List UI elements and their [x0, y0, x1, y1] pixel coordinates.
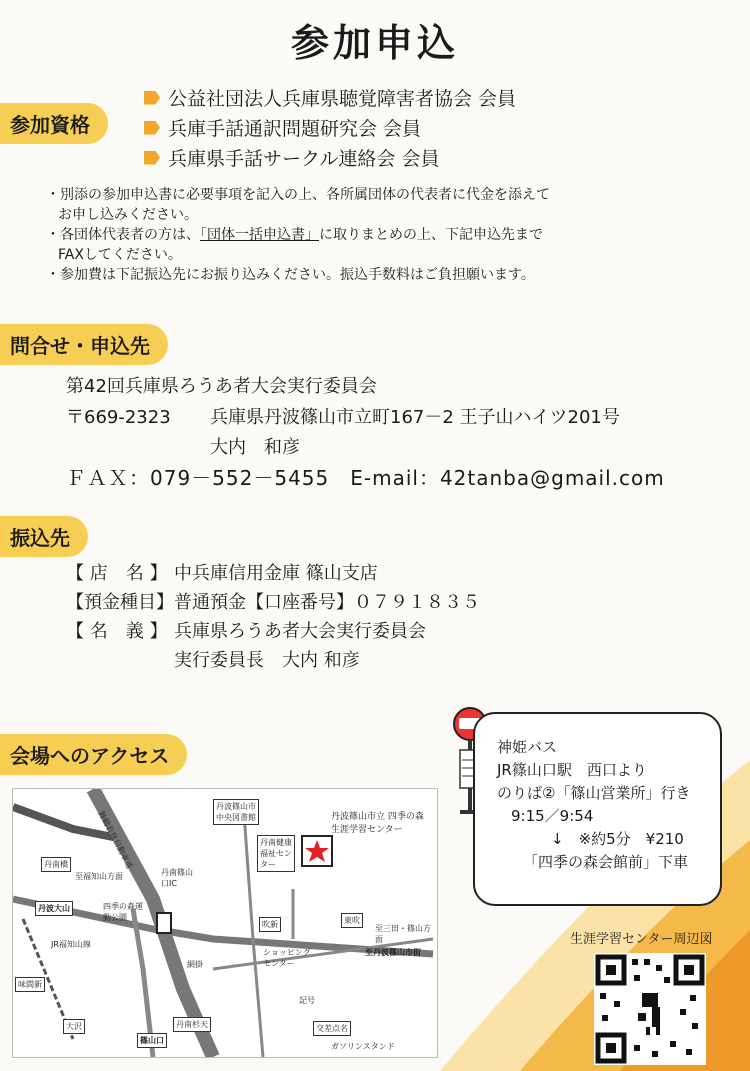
section-tag-bank: 振込先 [0, 516, 88, 557]
bank-label-holder: 【 名 義 】 [66, 621, 168, 642]
notes: ・別添の参加申込書に必要事項を記入の上、各所属団体の代表者に代金を添えて お申し込みください。 ・各団体代表者の方は、「団体一括申込書」に取りまとめの上、下記申込先まで FAXしてください。 ・参加費は下記振込先にお振り込みください。振込手数料はご負担願います。 [46, 187, 550, 283]
venue-marker [301, 835, 333, 867]
bank-account: 普通預金【口座番号】０７９１８３５ [174, 592, 480, 613]
page-title: 参加申込 [290, 21, 459, 65]
contact-fax-email: ＦＡＸ：079－552－5455 E-mail：42tanba@gmail.com [66, 466, 665, 490]
section-tag-qualification: 参加資格 [0, 103, 108, 144]
bank-holder: 兵庫県ろうあ者大会実行委員会 [174, 621, 426, 642]
bus-stop: のりば②「篠山営業所」行き [497, 784, 691, 802]
arrow-icon [144, 151, 160, 165]
bank-label-branch: 【 店 名 】 [66, 563, 168, 584]
qualification-item-1: 公益社団法人兵庫県聴覚障害者協会 会員 [144, 84, 516, 111]
star-icon [303, 837, 331, 865]
bank-label-type: 【預金種目】 [66, 592, 174, 613]
qualification-item-3: 兵庫県手話サークル連絡会 会員 [144, 144, 439, 171]
qr-caption: 生涯学習センター周辺図 [570, 932, 713, 947]
contact-org: 第42回兵庫県ろうあ者大会実行委員会 [66, 376, 377, 397]
arrow-icon [144, 121, 160, 135]
bank-branch: 中兵庫信用金庫 篠山支店 [174, 563, 378, 584]
section-tag-contact: 問合せ・申込先 [0, 324, 168, 365]
qualification-item-2: 兵庫手話通訳問題研究会 会員 [144, 114, 421, 141]
qr-code-icon [594, 953, 706, 1065]
bus-station: JR篠山口駅 西口より [497, 761, 647, 779]
bank-holder-rep: 実行委員長 大内 和彦 [174, 650, 360, 671]
arrow-icon [144, 91, 160, 105]
bus-fare: ↓ ※約5分 ¥210 [551, 830, 684, 848]
bus-times: 9:15／9:54 [511, 807, 594, 825]
venue-label: 丹波篠山市立 四季の森生涯学習センター [331, 812, 424, 835]
qr-code[interactable] [594, 953, 706, 1065]
bus-company: 神姫バス [497, 738, 558, 756]
contact-postal: 〒669-2323 [66, 407, 171, 428]
bus-alight: 「四季の森会館前」下車 [523, 853, 689, 871]
bus-info-box [473, 712, 722, 906]
venue-map: 丹南橋 丹波大山 丹南篠山口IC 四季の森運動公園 丹波篠山市 中央図書館 丹南健康福祉センター 吹新 東吹 網掛 ショッピングセンター 味間新 大沢 丹南杉天 篠山口 記号 交差点名 ガソリンスタンド 舞鶴若狭自動車道 至福知山方面 至丹波篠山市街 至三田・篠山方面 JR福知山線 丹波篠山市立 四季の森生涯学習センター [12, 788, 438, 1058]
section-tag-access: 会場へのアクセス [0, 734, 187, 775]
contact-person: 大内 和彦 [210, 437, 300, 458]
contact-address: 兵庫県丹波篠山市立町167－2 王子山ハイツ201号 [210, 407, 620, 428]
